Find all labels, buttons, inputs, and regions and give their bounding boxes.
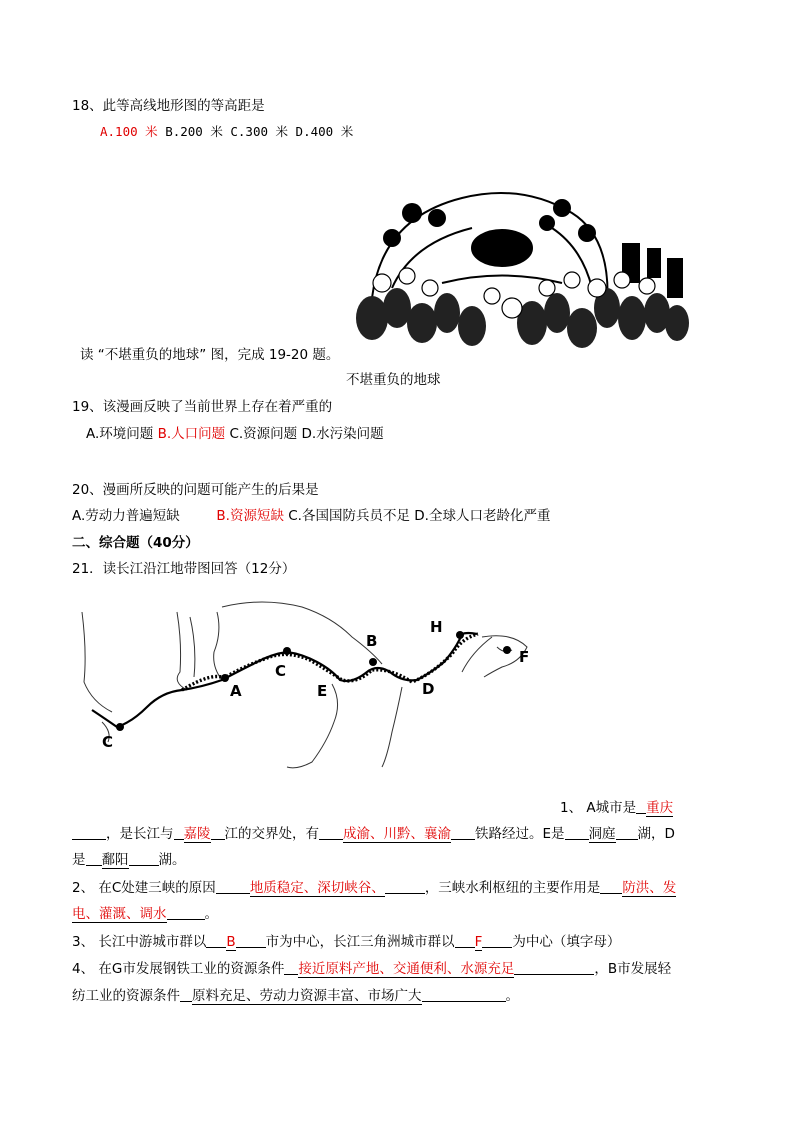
q21-s3-line [72, 932, 620, 952]
q21-s4-text-d: 。 [505, 988, 519, 1004]
q21-s1-text-h: 湖。 [158, 852, 186, 868]
q21-s4-text-a: 4、 在G市发展钢铁工业的资源条件 [72, 961, 285, 977]
q18-options-rest: B.200 米 C.300 米 D.400 米 [165, 124, 354, 139]
q21-s1-answer-d: 鄱阳 [101, 852, 129, 868]
q21-s4-text-c: 纺工业的资源条件 [72, 988, 180, 1004]
map-label-f: F [519, 648, 530, 666]
q19-options [86, 424, 384, 444]
q21-s1-text-c: 江的交界处，有 [224, 826, 319, 842]
yangtze-river-map [72, 592, 540, 772]
q21-s1-line2 [72, 824, 675, 844]
map-label-e: E [317, 682, 328, 700]
q21-s1-text-d: 铁路经过。E是 [475, 826, 565, 842]
q21-s1-line3 [72, 850, 186, 870]
map-label-c-west: C [102, 733, 114, 751]
cartoon-intro: 读 “不堪重负的地球” 图，完成 19-20 题。 [80, 347, 340, 363]
q19-question: 19、该漫画反映了当前世界上存在着严重的 [72, 399, 333, 415]
q20-option-a: A.劳动力普遍短缺 [72, 508, 180, 524]
q21-s4-answer2: 原料充足、劳动力资源丰富、市场广大 [192, 988, 422, 1004]
q21-s1-text-a: A城市是 [586, 800, 637, 816]
q21-s2-text-a: 2、 在C处建三峡的原因 [72, 880, 216, 896]
map-label-a: A [230, 682, 242, 700]
map-label-h: H [430, 618, 443, 636]
q21-s1-line1 [560, 798, 673, 818]
q21-s2-answer2b: 电、灌溉、调水 [72, 906, 167, 922]
q21-s2-answer1: 地质稳定、深切峡谷、 [249, 880, 385, 896]
q21-s3-answer1: B [226, 934, 236, 950]
q18-question: 18、此等高线地形图的等高距是 [72, 98, 265, 114]
q18-options [100, 122, 353, 142]
q21-s3-text-b: 市为中心，长江三角洲城市群以 [265, 934, 455, 950]
q21-s4-line1 [72, 959, 671, 979]
q21-s1-number: 1、 [560, 800, 583, 816]
q20-options-rest: C.各国国防兵员不足 D.全球人口老龄化严重 [288, 508, 551, 524]
q21-s1-text-b: ，是长江与 [106, 826, 174, 842]
q20-question: 20、漫画所反映的问题可能产生的后果是 [72, 482, 319, 498]
map-label-c-gorges: C [275, 662, 287, 680]
q21-s2-answer2a: 防洪、发 [622, 880, 677, 896]
overburdened-earth-cartoon [352, 188, 690, 356]
q21-s1-answer-river: 嘉陵 [183, 826, 211, 842]
q21-s1-answer-city: 重庆 [646, 800, 674, 816]
map-label-b: B [366, 632, 378, 650]
q21-question: 21．读长江沿江地带图回答（12分） [72, 561, 296, 577]
q20-options [72, 506, 550, 526]
map-label-d: D [422, 680, 435, 698]
q21-s3-text-c: 为中心（填字母） [512, 934, 621, 950]
q21-s1-text-g: 是 [72, 852, 86, 868]
q21-s4-line2 [72, 986, 519, 1006]
q19-answer-b: B.人口问题 [157, 426, 226, 442]
q21-s2-line2 [72, 904, 218, 924]
section2-title: 二、综合题（40分） [72, 535, 199, 551]
q21-s4-text-b: ，B市发展轻 [594, 961, 672, 977]
q18-answer-a: A.100 米 [100, 124, 158, 139]
q19-options-rest: C.资源问题 D.水污染问题 [229, 426, 384, 442]
q21-s4-answer: 接近原料产地、交通便利、水源充足 [298, 961, 515, 977]
q21-s1-text-f: 湖，D [637, 826, 675, 842]
q21-s3-answer2: F [474, 934, 483, 950]
q19-option-a: A.环境问题 [86, 426, 154, 442]
q20-answer-b: B.资源短缺 [216, 508, 284, 524]
q21-s1-answer-rail: 成渝、川黔、襄渝 [343, 826, 451, 842]
q21-s1-answer-e: 洞庭 [588, 826, 616, 842]
q21-s3-text-a: 3、 长江中游城市群以 [72, 934, 207, 950]
q21-s2-text-c: 。 [204, 906, 218, 922]
q21-s2-line1 [72, 878, 676, 898]
q21-s2-text-b: ，三峡水利枢纽的主要作用是 [424, 880, 601, 896]
cartoon-caption: 不堪重负的地球 [346, 372, 441, 388]
